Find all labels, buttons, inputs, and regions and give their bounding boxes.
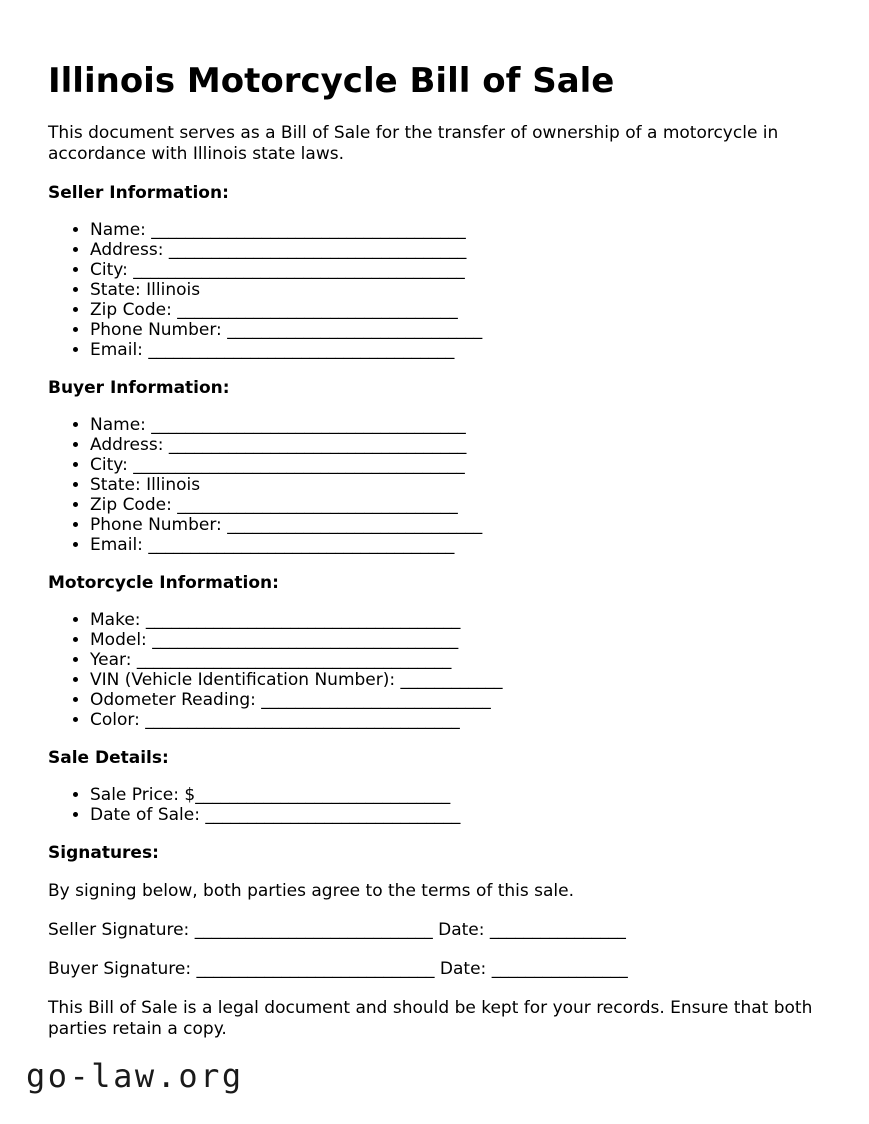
field-buyer-zip — [90, 495, 821, 515]
blank-line: $______________________________ — [184, 785, 451, 806]
document-title: Illinois Motorcycle Bill of Sale — [48, 61, 615, 101]
seller-fields-list — [48, 220, 821, 360]
blank-line: ______________________________ — [205, 805, 461, 826]
field-label: Name: — [90, 220, 146, 241]
field-label: Make: — [90, 610, 141, 631]
buyer-date-line: ________________ — [491, 959, 628, 980]
field-label: Sale Price: — [90, 785, 179, 806]
blank-line: _______________________________________ — [133, 260, 465, 281]
blank-line: ___________________________________ — [168, 435, 467, 456]
field-vin — [90, 670, 821, 690]
field-label: Zip Code: — [90, 300, 172, 321]
field-seller-phone — [90, 320, 821, 340]
buyer-signature-line: ____________________________ — [196, 959, 435, 980]
blank-line: ______________________________ — [227, 320, 483, 341]
sale-fields-list — [48, 785, 821, 825]
blank-line: _______________________________________ — [133, 455, 465, 476]
field-label: Color: — [90, 710, 140, 731]
blank-line: _____________________________________ — [136, 650, 452, 671]
seller-signature-row — [48, 920, 821, 941]
blank-line: _____________________________________ — [151, 415, 466, 436]
field-buyer-address — [90, 435, 821, 455]
field-buyer-name — [90, 415, 821, 435]
seller-date-line: ________________ — [489, 920, 626, 941]
buyer-fields-list — [48, 415, 821, 555]
field-seller-zip — [90, 300, 821, 320]
intro-paragraph: This document serves as a Bill of Sale for the transfer of ownership of a motorcycle in accordance with Illinois state laws. — [48, 123, 779, 165]
closing-note: This Bill of Sale is a legal document and should be kept for your records. Ensure that both parties retain a copy. — [48, 998, 813, 1040]
blank-line: _____________________________________ — [145, 710, 460, 731]
buyer-date-label: Date: — [439, 959, 487, 980]
field-date-of-sale — [90, 805, 821, 825]
field-buyer-email — [90, 535, 821, 555]
field-seller-city — [90, 260, 821, 280]
field-label: Name: — [90, 415, 146, 436]
blank-line: _____________________________________ — [151, 220, 466, 241]
go-law-watermark: go-law.org — [26, 1057, 244, 1095]
field-label: Date of Sale: — [90, 805, 200, 826]
blank-line: ____________________________________ — [152, 630, 459, 651]
blank-line: ___________________________________ — [168, 240, 467, 261]
field-color — [90, 710, 821, 730]
field-buyer-phone — [90, 515, 821, 535]
blank-line: ___________________________ — [261, 690, 491, 711]
field-label: State: — [90, 280, 141, 301]
blank-line: ____________ — [400, 670, 503, 691]
buyer-signature-label: Buyer Signature: — [48, 959, 192, 980]
field-odometer — [90, 690, 821, 710]
blank-line: ____________________________________ — [148, 535, 455, 556]
blank-line: _____________________________________ — [145, 610, 461, 631]
buyer-signature-row — [48, 959, 821, 980]
field-label: Address: — [90, 435, 164, 456]
field-label: State: — [90, 475, 141, 496]
field-value: Illinois — [146, 280, 201, 301]
document-content — [48, 62, 821, 1040]
field-seller-name — [90, 220, 821, 240]
field-value: Illinois — [146, 475, 201, 496]
section-heading-seller-information: Seller Information: — [48, 183, 229, 204]
field-label: Phone Number: — [90, 515, 222, 536]
field-buyer-city — [90, 455, 821, 475]
field-label: VIN (Vehicle Identification Number): — [90, 670, 396, 691]
agreement-statement: By signing below, both parties agree to the terms of this sale. — [48, 881, 575, 902]
field-label: Zip Code: — [90, 495, 172, 516]
field-label: Email: — [90, 340, 143, 361]
field-label: Phone Number: — [90, 320, 222, 341]
field-label: Year: — [90, 650, 132, 671]
section-heading-signatures: Signatures: — [48, 843, 159, 864]
field-seller-state — [90, 280, 821, 300]
section-heading-sale-details: Sale Details: — [48, 748, 169, 769]
field-label: Address: — [90, 240, 164, 261]
field-label: City: — [90, 455, 128, 476]
blank-line: ______________________________ — [227, 515, 483, 536]
field-label: Email: — [90, 535, 143, 556]
blank-line: _________________________________ — [177, 495, 458, 516]
seller-date-label: Date: — [438, 920, 485, 941]
blank-line: _________________________________ — [177, 300, 458, 321]
section-heading-buyer-information: Buyer Information: — [48, 378, 230, 399]
field-sale-price — [90, 785, 821, 805]
field-make — [90, 610, 821, 630]
motorcycle-fields-list — [48, 610, 821, 730]
field-label: City: — [90, 260, 128, 281]
field-label: Model: — [90, 630, 147, 651]
field-model — [90, 630, 821, 650]
field-seller-address — [90, 240, 821, 260]
seller-signature-line: ____________________________ — [194, 920, 433, 941]
section-heading-motorcycle-information: Motorcycle Information: — [48, 573, 279, 594]
field-buyer-state — [90, 475, 821, 495]
field-seller-email — [90, 340, 821, 360]
field-year — [90, 650, 821, 670]
field-label: Odometer Reading: — [90, 690, 256, 711]
seller-signature-label: Seller Signature: — [48, 920, 190, 941]
blank-line: ____________________________________ — [148, 340, 455, 361]
